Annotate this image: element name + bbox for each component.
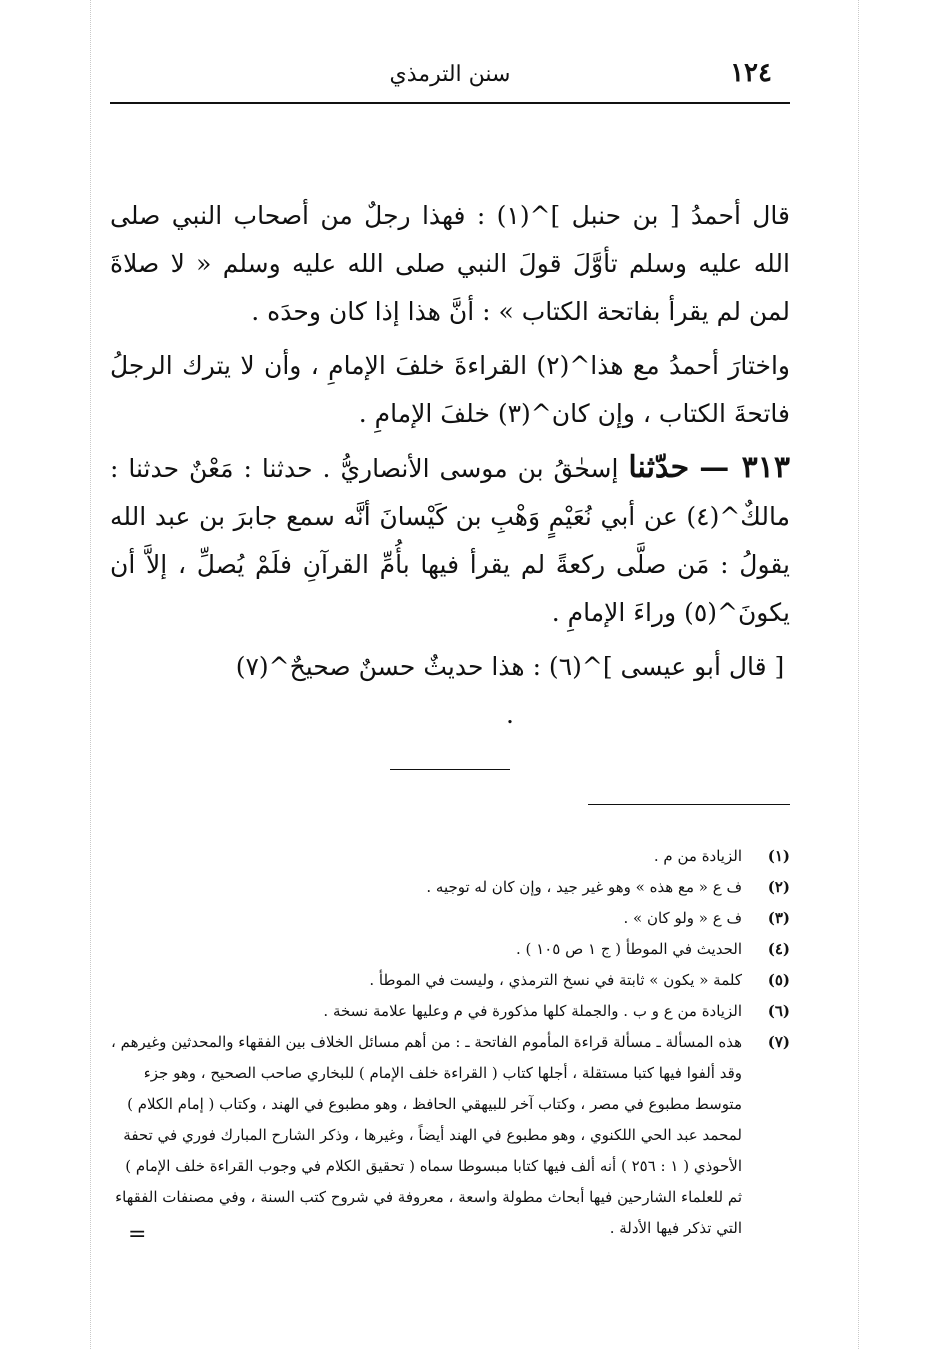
scan-edge-right <box>858 0 859 1349</box>
paragraph-ahmad-choice: واختارَ أحمدُ مع هذا^(٢) القراءةَ خلفَ الإمامِ ، وأن لا يترك الرجلُ فاتحةَ الكتاب ، وإن كان^(٣) خلفَ الإمامِ . <box>110 351 791 428</box>
haddathana-word: حدّثنا <box>628 450 690 485</box>
footnote-number: (١) <box>767 847 790 865</box>
hadith-313 <box>110 444 790 637</box>
footnote-4 <box>110 934 790 965</box>
footnote-2 <box>110 872 790 903</box>
footnote-number: (٥) <box>767 971 790 989</box>
footnote-5 <box>110 965 790 996</box>
page-header <box>110 50 790 104</box>
hadith-text: إسحٰقُ بن موسى الأنصاريُّ . حدثنا : مَعْنٌ حدثنا : مالكٌ^(٤) عن أبي نُعَيْمٍ وَهْبِ بن كَيْسانَ أنَّه سمع جابرَ بن عبد الله يقولُ : مَن صلَّى ركعةً لم يقرأ فيها بأُمِّ القرآنِ فلَمْ يُصلِّ ، إلاَّ أن يكونَ^(٥) وراءَ الإمامِ . <box>110 454 790 627</box>
footnote-3 <box>110 903 790 934</box>
footnotes <box>110 841 790 1247</box>
paragraph-ahmad-interpretation: قال أحمدُ [ بن حنبل ]^(١) : فهذا رجلٌ من أصحاب النبي صلى الله عليه وسلم تأوَّلَ قولَ النبي صلى الله عليه وسلم « لا صلاةَ لمن لم يقرأ بفاتحة الكتاب » : أنَّ هذا إذا كان وحدَه . <box>110 201 790 326</box>
footnote-text: الزيادة من م . <box>653 847 742 865</box>
running-title: سنن الترمذي <box>389 62 511 87</box>
footnote-text: الحديث في الموطأ ( ج ١ ص ١٠٥ ) . <box>516 940 742 958</box>
page-number: ١٢٤ <box>730 58 772 88</box>
main-text <box>110 192 790 739</box>
footnote-text: ف ع « ولو كان » . <box>623 909 742 927</box>
footnote-number: (٤) <box>767 940 790 958</box>
footnote-text: ف ع « مع هذه » وهو غير جيد ، وإن كان له توجيه . <box>426 878 742 896</box>
scan-edge-left <box>90 0 91 1349</box>
section-divider <box>390 769 510 770</box>
footnote-number: (٢) <box>767 878 790 896</box>
footnote-text: كلمة « يكون » ثابتة في نسخ الترمذي ، وليست في الموطأ . <box>369 971 742 989</box>
hadith-number: ٣١٣ — <box>699 450 790 485</box>
footnote-7 <box>110 1027 790 1244</box>
footnotes-rule <box>111 804 790 1247</box>
footnote-1 <box>110 841 790 872</box>
footnote-text: الزيادة من ع و ب . والجملة كلها مذكورة في م وعليها علامة نسخة . <box>323 1002 742 1020</box>
book-page <box>110 50 791 1247</box>
abu-isa-verdict: [ قال أبو عيسى ]^(٦) : هذا حديثٌ حسنٌ صحيحٌ^(٧) . <box>235 652 785 729</box>
footnote-text: هذه المسألة ـ مسألة قراءة المأموم الفاتحة ـ : من أهم مسائل الخلاف بين الفقهاء والمحدثين وغيرهم ، وقد ألفوا فيها كتبا مستقلة ، أجلها كتاب ( القراءة خلف الإمام ) للبخاري صاحب الصحيح ، وهو جزء متوسط مطبوع في مصر ، وكتاب آخر للبيهقي الحافظ ، وهو مطبوع في الهند ، وكتاب ( إمام الكلام ) لمحمد عبد الحي اللكنوي ، وهو مطبوع في الهند أيضاً ، وغيرها ، وذكر الشارح المبارك فوري في تحفة الأحوذي ( ١ : ٢٥٦ ) أنه ألف فيها كتابا مبسوطا سماه ( تحقيق الكلام في وجوب القراءة خلف الإمام ) ثم للعلماء الشارحين فيها أبحاث مطولة واسعة ، معروفة في شروح كتب السنة ، وفي مصنفات الفقهاء التي تذكر فيها الأدلة . <box>111 1033 742 1237</box>
footnote-number: (٣) <box>767 909 790 927</box>
continuation-mark: = <box>128 1222 147 1247</box>
footnote-6 <box>110 996 790 1027</box>
footnote-number: (٦) <box>767 1002 790 1020</box>
footnote-number: (٧) <box>767 1033 790 1051</box>
